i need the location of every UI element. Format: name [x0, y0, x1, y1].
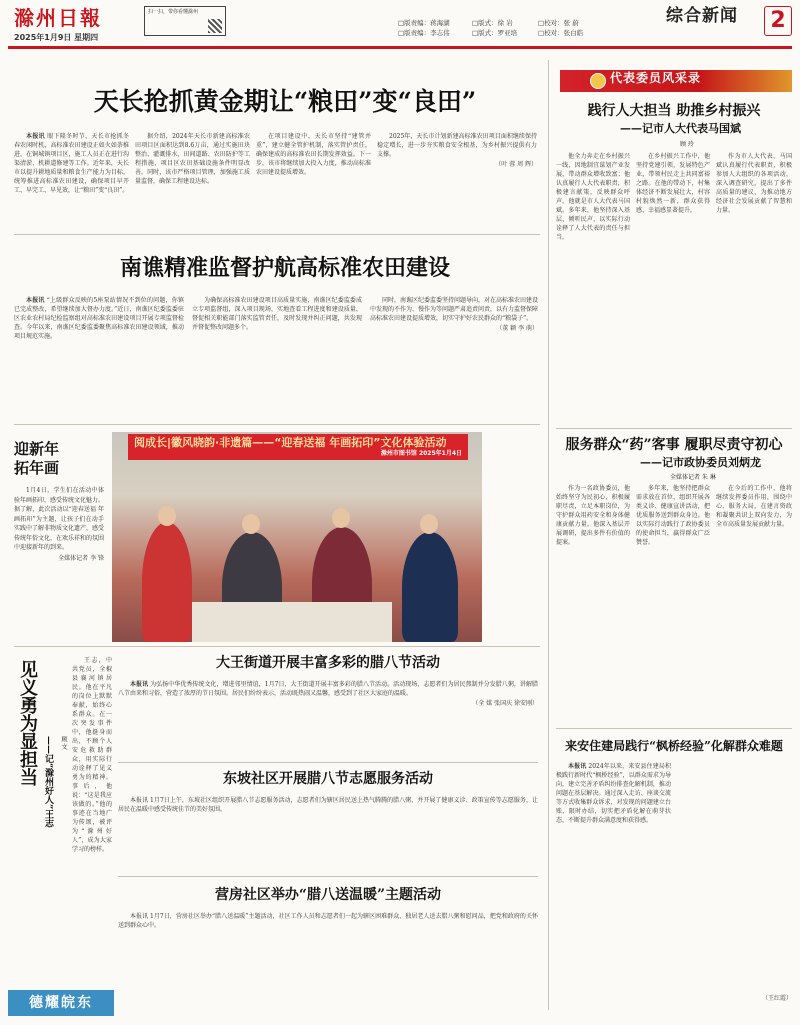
section-title: 综合新闻 — [666, 6, 738, 26]
article6-col1 — [556, 762, 671, 1012]
article3-lead: 本报讯 — [130, 681, 149, 688]
issue-date: 2025年1月9日 星期四 — [14, 33, 99, 42]
sidebar-col6 — [716, 484, 792, 720]
sidebar-subtitle: ——记市人大代表马国斌 — [620, 122, 741, 135]
editor-line: □版责编：蒋海湖 — [398, 19, 450, 27]
sidebar-text4: 作为一名政协委员，他始终坚守为民初心，积极履职尽责，立足本职岗位，为守护群众用药安全和身体健康贡献力量。他深入基层开展调研，提出多件有价值的提案。 — [556, 485, 630, 546]
sidebar-text1: 他全力奔走在乡村振兴一线，因地制宜谋划产业发展，带动群众增收致富；他认真履行人大代表职责，积极建言献策，反映群众呼声。他就是市人大代表马国斌。多年来，他坚持深入基层，倾听民声，以实际行动诠释了人大代表的责任与担当。 — [556, 153, 630, 241]
feature-banner-text: 代表委员风采录 — [610, 71, 702, 85]
editor-line: □校对：张 蔚 — [538, 19, 579, 27]
article2-lead: 本报讯 — [26, 297, 45, 304]
sidebar-text6: 在今后的工作中，他将继续发挥委员作用，围绕中心、服务大局，在建言资政和凝聚共识上双向发力，为全市高质量发展贡献力量。 — [716, 485, 792, 528]
editor-line: □版责编：李志伟 — [398, 29, 450, 37]
article1-text1: 眼下隆冬时节，天长市抢抓冬春农闲时机，高标准农田建设正如火如荼推进。在铜城镇项目区，施工人员正在进行沟渠清淤、机耕道修建等工作。近年来，天长市以提升耕地质量和粮食生产能力为目标，统筹推进高标准农田建设，确保项目早开工、早完工、早见效，让“粮田”变“良田”。 — [14, 133, 129, 194]
editor-credits-1 — [398, 18, 468, 38]
article1-byline: （叶 蓉 周 辉） — [495, 161, 537, 168]
article5-body — [118, 912, 538, 1012]
caption-text: 1月4日，学生们在活动中体验年画拓印，感受传统文化魅力。据了解，此次活动以“迎春送福 年画拓印”为主题，让孩子们在动手实践中了解非物质文化遗产，感受传统年俗文化，在欢乐祥和的氛围中迎接新年的到来。 — [14, 487, 104, 551]
qr-code-icon — [208, 19, 222, 33]
editor-credits-3 — [538, 18, 598, 38]
editor-line: □校对：张白皓 — [538, 29, 584, 37]
article3-body — [118, 680, 538, 756]
article7-title: 见义勇为显担当 — [17, 660, 38, 786]
qr-promo-text: 扫一扫，带你看懂滁州 — [148, 9, 199, 15]
article2-byline: （董 颖 李 萌） — [496, 325, 538, 332]
article5-title: 营房社区举办“腊八送温暖”主题活动 — [214, 887, 442, 903]
activity-table — [192, 602, 392, 642]
article1-col3 — [256, 132, 371, 230]
article6-title: 来安住建局践行“枫桥经验”化解群众难题 — [565, 739, 783, 753]
newspaper-logo: 滁州日報 — [14, 6, 102, 30]
photo-banner-text: 阅成长|徽风晓韵·非遗篇——“迎春送福 年画拓印”文化体验活动 — [134, 436, 447, 449]
article7-text: 王志，中共党员，全椒县襄河镇居民。他在平凡的岗位上默默奉献，始终心系群众。在一次突发事件中，他挺身而出，不顾个人安危救助群众，用实际行动诠释了见义勇为的精神。事后，他说：“这是我应该做的。”他的事迹在当地广为传颂，被评为“滁州好人”，成为大家学习的榜样。 — [72, 657, 112, 853]
article1-text3: 在项目建设中，天长市坚持“建管并重”，建立健全管护机制，落实管护责任，确保建成的高标准农田长期发挥效益。下一步，该市将继续加大投入力度，推动高标准农田建设提质增效。 — [256, 133, 371, 176]
article3-byline: （全 媒 张国庆 徐安刚） — [472, 700, 538, 707]
article3-title: 大王街道开展丰富多彩的腊八节活动 — [216, 655, 440, 671]
article4-text: 本报讯 1月7日上午，东坡社区组织开展腊八节志愿服务活动，志愿者们为辖区居民送上热气腾腾的腊八粥，并开展了健康义诊、政策宣传等志愿服务，让居民在温暖中感受传统佳节的美好氛围。 — [118, 797, 538, 813]
divider — [118, 876, 538, 877]
article7-author: 顾 文 — [60, 736, 67, 750]
sidebar-title2: 服务群众“药”客事 履职尽责守初心 — [565, 437, 783, 453]
child-figure — [402, 532, 458, 642]
article2-col3 — [370, 296, 538, 418]
article6-col2 — [677, 762, 792, 1012]
child-figure — [142, 522, 192, 642]
article2-text3: 同时，南谯区纪委监委坚持问题导向，对在高标准农田建设中发现的不作为、慢作为等问题严肃追责问责，以有力监督保障高标准农田建设提质增效，切实守护好农民群众的“粮袋子”。 — [370, 297, 538, 322]
article2-col2 — [192, 296, 362, 418]
article6-byline: （王红霞） — [761, 995, 792, 1002]
caption-credit: 全媒体记者 李 锋 — [58, 554, 104, 562]
divider — [556, 428, 792, 429]
column-divider — [548, 60, 549, 1010]
divider — [14, 646, 540, 647]
article4-title: 东坡社区开展腊八节志愿服务活动 — [223, 771, 433, 787]
column-brand-label: 德耀皖东 — [8, 990, 114, 1016]
masthead-rule — [8, 46, 792, 49]
caption-text-block — [14, 486, 104, 636]
event-photo — [112, 432, 482, 642]
divider — [118, 762, 538, 763]
caption-title: 迎新年 拓年画 — [14, 440, 60, 477]
sidebar-text2: 在乡村振兴工作中，他坚持党建引领，发展特色产业，带领村民走上共同富裕之路。在他的带动下，村集体经济不断发展壮大，村容村貌焕然一新，群众获得感、幸福感显著提升。 — [636, 153, 710, 214]
article7-subtitle: ——记“滁州好人”王志 — [43, 736, 53, 828]
sidebar-author2: 全媒体记者 朱 琳 — [670, 474, 716, 481]
sidebar-author: 顾 玲 — [680, 141, 694, 148]
sidebar-text5: 多年来，他坚持把群众需求放在首位，组织开展各类义诊、健康宣讲活动，把优质服务送到群众身边。他以实际行动践行了政协委员的使命担当，赢得群众广泛赞誉。 — [636, 485, 710, 546]
sidebar-col2 — [636, 152, 710, 392]
article6-lead: 本报讯 — [568, 763, 587, 770]
article1-title: 天长抢抓黄金期让“粮田”变“良田” — [93, 87, 477, 116]
photo-banner — [128, 434, 468, 460]
sidebar-text3: 作为市人大代表，马国斌认真履行代表职责，积极参加人大组织的各项活动，深入调查研究，提出了多件高质量的建议，为推动地方经济社会发展贡献了智慧和力量。 — [716, 153, 792, 214]
article1-lead: 本报讯 — [26, 133, 45, 140]
article1-text4: 2025年，天长市计划新建高标准农田项目面积继续保持稳定增长，进一步夯实粮食安全根基，为乡村振兴提供有力支撑。 — [377, 133, 537, 158]
adult-head — [332, 508, 350, 528]
qr-promo-box[interactable] — [144, 6, 226, 36]
article4-body — [118, 796, 538, 872]
article1-col1 — [14, 132, 129, 230]
sidebar-col1 — [556, 152, 630, 392]
article2-title: 南谯精准监督护航高标准农田建设 — [119, 255, 450, 281]
divider — [14, 234, 540, 235]
article2-text2: 为确保高标准农田建设项目高质量实施，南谯区纪委监委成立专项监督组，深入项目现场，实地查看工程进度和建设质量，督促相关职能部门落实监管责任，及时发现并纠正问题，共发现并督促整改问题多个。 — [192, 297, 362, 331]
article1-col2 — [135, 132, 250, 230]
child-head — [158, 506, 176, 526]
photo-banner-sub: 滁州市图书馆 2025年1月4日 — [380, 450, 462, 457]
sidebar-title: 践行人大担当 助推乡村振兴 — [587, 103, 761, 119]
divider — [556, 728, 792, 729]
sidebar-col4 — [556, 484, 630, 720]
sidebar-subtitle2: ——记市政协委员刘炳龙 — [640, 456, 761, 469]
child-head — [242, 514, 260, 534]
article3-text: 为弘扬中华优秀传统文化，增进邻里情谊，1月7日，大王街道开展丰富多彩的腊八节活动。活动现场，志愿者们为居民熬制并分发腊八粥，讲解腊八节由来和习俗，营造了浓厚的节日氛围。居民们纷纷表示，活动既热闹又温馨，感受到了社区大家庭的温暖。 — [118, 681, 538, 697]
article5-text: 本报讯 1月7日，营房社区举办“腊八送温暖”主题活动，社区工作人员和志愿者们一起为辖区困难群众、独居老人送去腊八粥和慰问品，把党和政府的关怀送到群众心中。 — [118, 913, 538, 929]
article2-text1: “上级群众反映的5座泵站情况不到位的问题，你镇已完成整改，希望继续加大督办力度。”近日，南谯区纪委监委驻区农业农村局纪检监察组对高标准农田建设项目开展专项监督检查。今年以来，南谯区纪委监委聚焦高标准农田建设领域，推动项目规范实施。 — [14, 297, 184, 340]
sidebar-col3 — [716, 152, 792, 392]
editor-credits-2 — [472, 18, 532, 38]
editor-line: □版式：罗亚培 — [472, 29, 518, 37]
article6-text: 2024年以来，来安县住建局积极践行新时代“枫桥经验”，以群众需求为导向，建立完善矛盾纠纷排查化解机制，推动问题在基层解决。通过深入走访、座谈交流等方式收集群众诉求，对发现的问题建立台账、限时办结，切实把矛盾化解在萌芽状态，不断提升群众满意度和获得感。 — [556, 763, 671, 824]
article2-col1 — [14, 296, 184, 418]
page-number: 2 — [764, 6, 792, 36]
emblem-icon — [590, 73, 606, 89]
child-head — [420, 514, 438, 534]
editor-line: □版式：徐 岩 — [472, 19, 513, 27]
article7-col1 — [72, 656, 112, 972]
article1-col4 — [377, 132, 537, 230]
divider — [14, 424, 540, 425]
sidebar-col5 — [636, 484, 710, 720]
article1-text2: 据介绍，2024年天长市新建高标准农田项目区面积达到8.6万亩，通过实施田块整治、灌溉排水、田间道路、农田防护等工程措施，项目区农田基础设施条件明显改善。同时，该市严格项目管理，加强施工质量监督，确保工程建设达标。 — [135, 133, 250, 185]
